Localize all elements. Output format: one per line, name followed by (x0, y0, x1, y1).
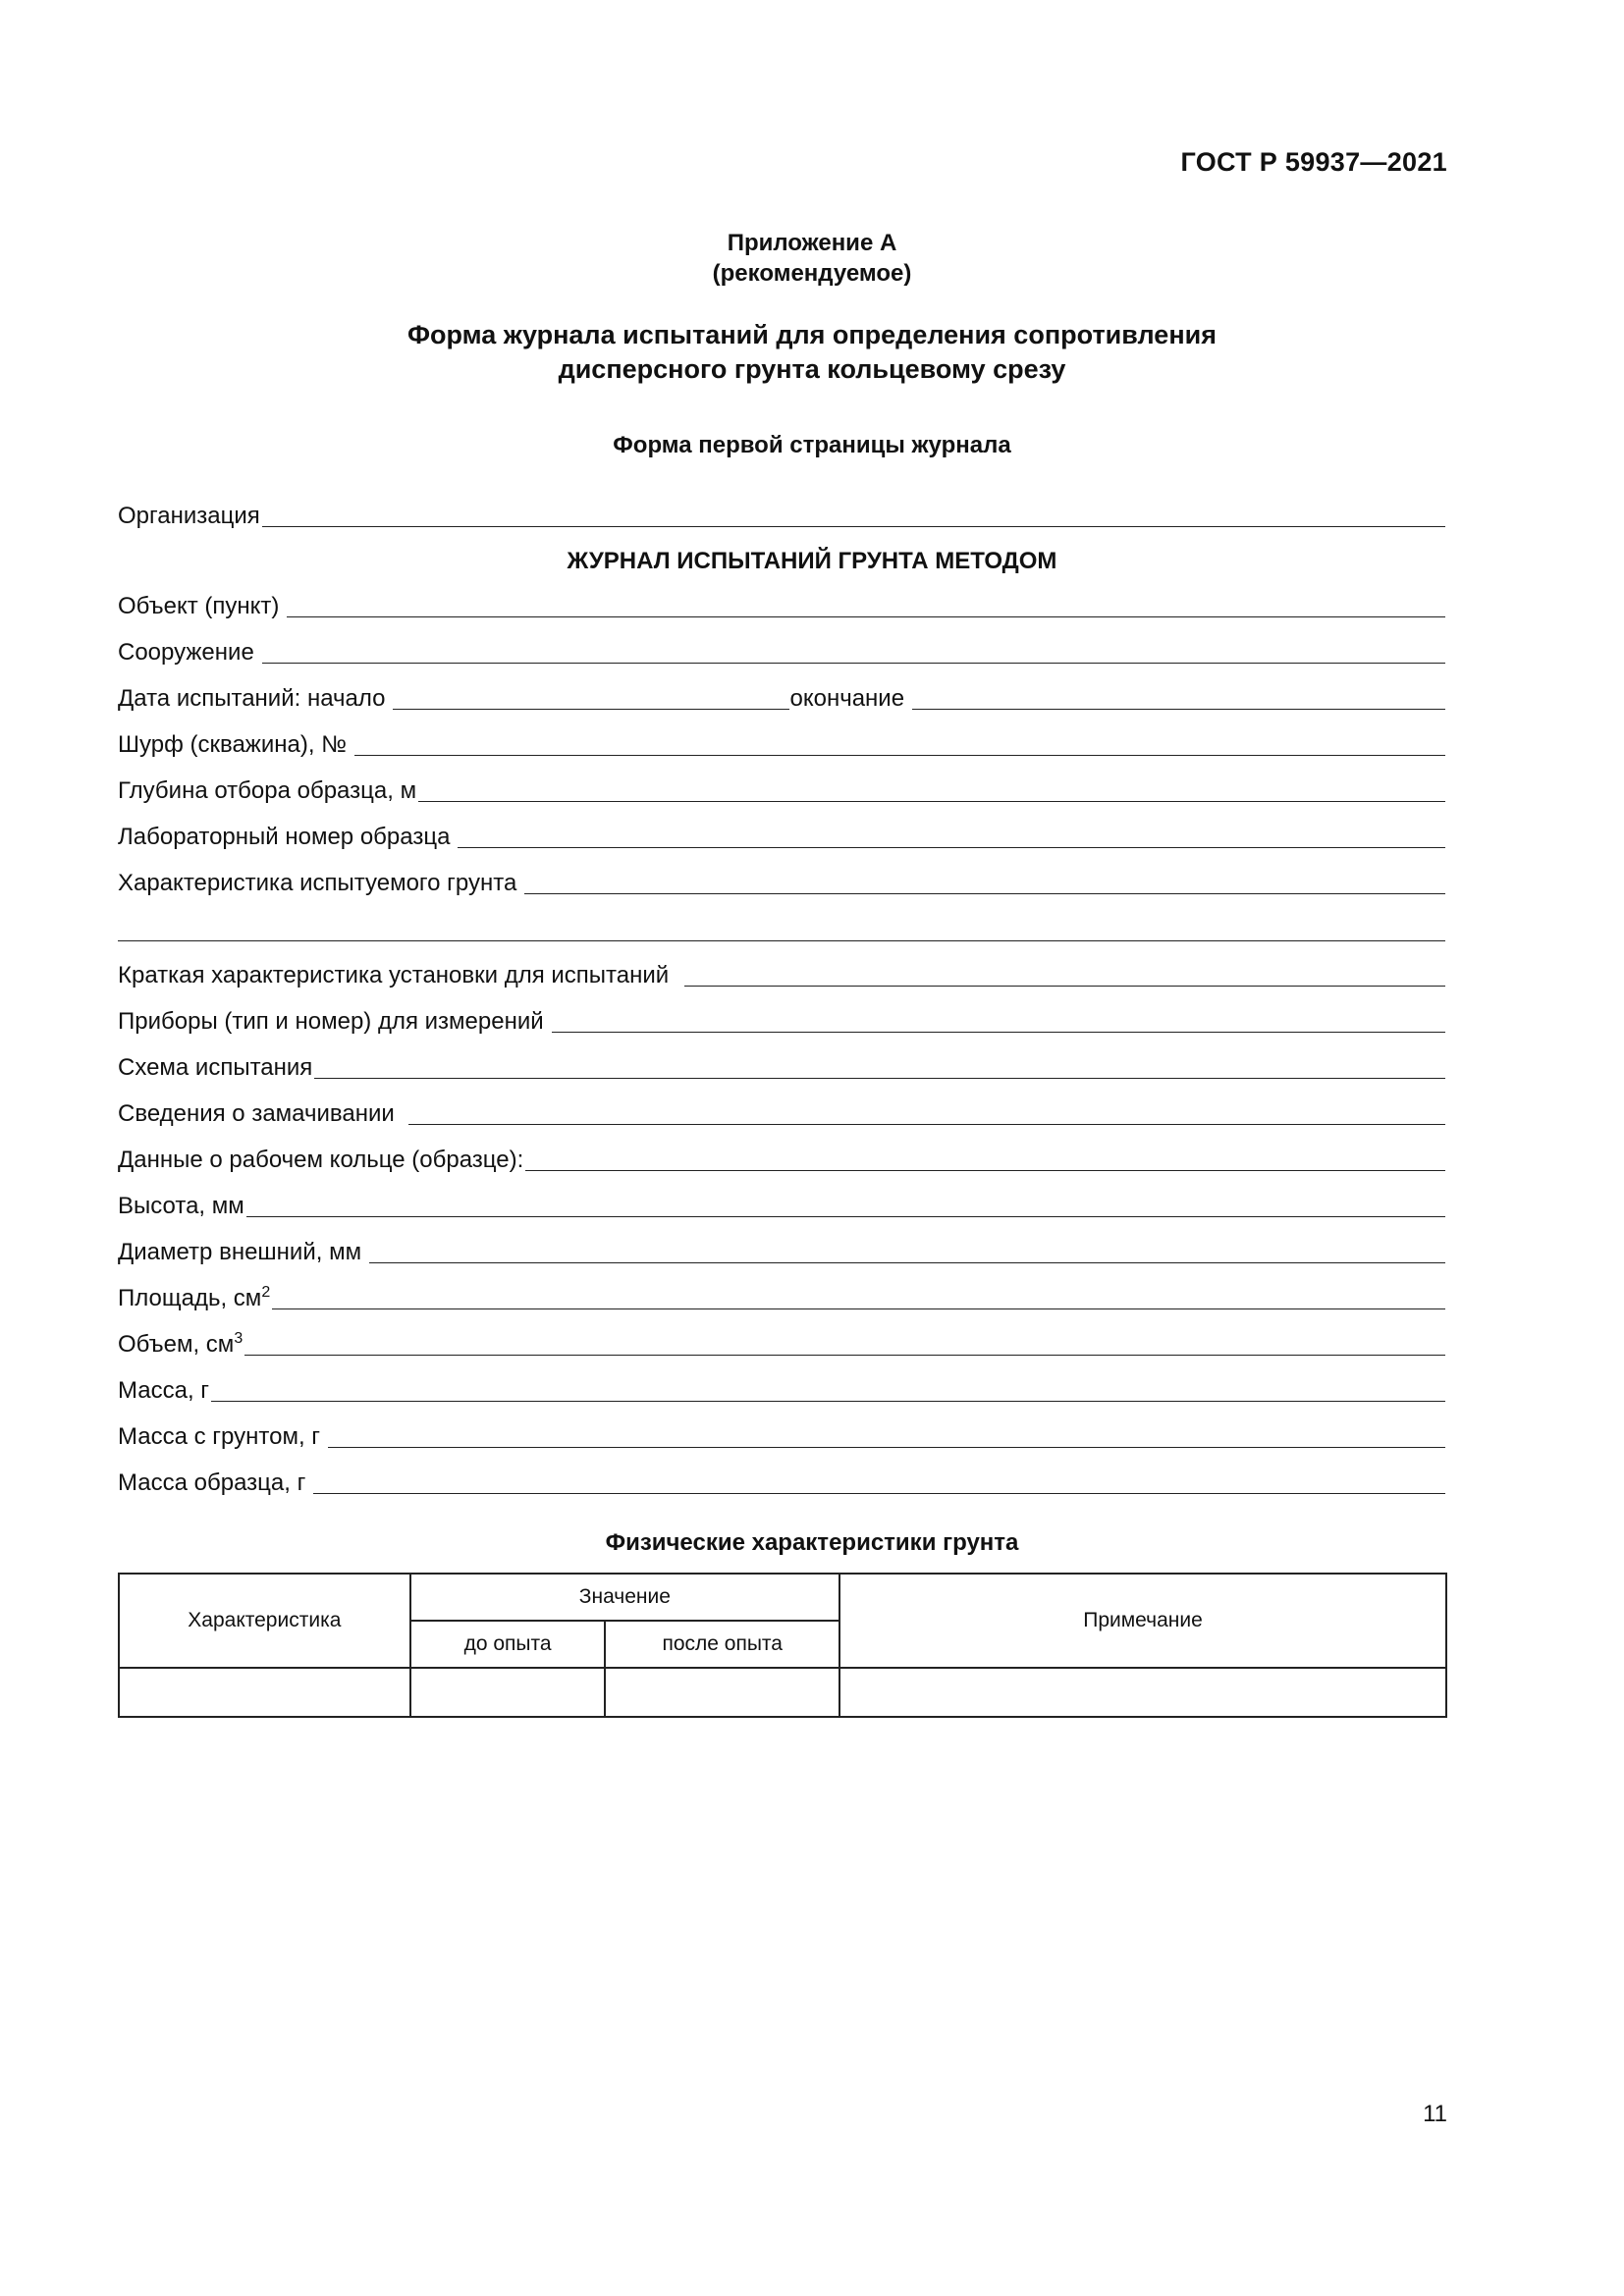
diameter-input-line[interactable] (369, 1262, 1445, 1263)
test-date-start-input-line[interactable] (393, 709, 789, 710)
field-lab-number (118, 820, 1445, 851)
header-value: Значение (410, 1574, 839, 1621)
form-title-line-1: Форма журнала испытаний для определения сопротивления (407, 320, 1217, 349)
height-input-line[interactable] (246, 1216, 1445, 1217)
journal-title: ЖУРНАЛ ИСПЫТАНИЙ ГРУНТА МЕТОДОМ (567, 548, 1057, 574)
diameter-label: Диаметр внешний, мм (118, 1239, 362, 1265)
test-date-end-input-line[interactable] (912, 709, 1445, 710)
organization-label: Организация (118, 503, 260, 529)
instruments-label: Приборы (тип и номер) для измерений (118, 1008, 544, 1035)
soil-characteristic-continuation-line[interactable] (118, 940, 1445, 941)
structure-label: Сооружение (118, 639, 254, 666)
field-object (118, 589, 1445, 620)
field-mass (118, 1373, 1445, 1405)
header-after-test: после опыта (605, 1621, 839, 1668)
field-volume (118, 1327, 1445, 1359)
field-depth (118, 774, 1445, 805)
object-input-line[interactable] (287, 616, 1445, 617)
lab-number-label: Лабораторный номер образца (118, 824, 451, 850)
mass-label: Масса, г (118, 1377, 210, 1404)
volume-input-line[interactable] (244, 1355, 1445, 1356)
area-input-line[interactable] (272, 1308, 1445, 1309)
soil-characteristic-label: Характеристика испытуемого грунта (118, 870, 517, 896)
depth-input-line[interactable] (418, 801, 1445, 802)
field-pit (118, 727, 1445, 759)
organization-input-line[interactable] (262, 526, 1445, 527)
field-structure (118, 635, 1445, 667)
appendix-title: Приложение А (727, 230, 897, 256)
volume-unit-superscript: 3 (234, 1330, 244, 1347)
height-label: Высота, мм (118, 1193, 244, 1219)
area-unit-superscript: 2 (261, 1284, 271, 1301)
header-before-test: до опыта (410, 1621, 606, 1668)
pit-input-line[interactable] (354, 755, 1445, 756)
soaking-label: Сведения о замачивании (118, 1100, 395, 1127)
mass-with-soil-input-line[interactable] (328, 1447, 1445, 1448)
structure-input-line[interactable] (262, 663, 1445, 664)
pit-label: Шурф (скважина), № (118, 731, 347, 758)
form-title (0, 318, 1624, 387)
cell-note[interactable] (839, 1668, 1446, 1717)
field-mass-with-soil (118, 1419, 1445, 1451)
field-height (118, 1189, 1445, 1220)
mass-with-soil-label: Масса с грунтом, г (118, 1423, 321, 1450)
field-setup-characteristic (118, 958, 1445, 989)
document-number: ГОСТ Р 59937—2021 (1180, 147, 1447, 177)
test-date-start-label: Дата испытаний: начало (118, 685, 386, 712)
soaking-input-line[interactable] (408, 1124, 1445, 1125)
cell-before-test[interactable] (410, 1668, 606, 1717)
setup-characteristic-label: Краткая характеристика установки для испытаний (118, 962, 670, 988)
field-ring-data (118, 1143, 1445, 1174)
field-test-scheme (118, 1050, 1445, 1082)
appendix-heading (0, 228, 1624, 289)
test-date-end-label: окончание (789, 685, 905, 712)
sample-mass-input-line[interactable] (313, 1493, 1445, 1494)
depth-label: Глубина отбора образца, м (118, 777, 417, 804)
physical-characteristics-title: Физические характеристики грунта (605, 1529, 1019, 1556)
object-label: Объект (пункт) (118, 593, 280, 619)
field-diameter (118, 1235, 1445, 1266)
form-subtitle: Форма первой страницы журнала (613, 432, 1011, 458)
mass-input-line[interactable] (211, 1401, 1445, 1402)
field-test-dates (118, 681, 1445, 713)
cell-characteristic[interactable] (119, 1668, 410, 1717)
instruments-input-line[interactable] (552, 1032, 1445, 1033)
physical-characteristics-table (118, 1573, 1447, 1718)
test-scheme-label: Схема испытания (118, 1054, 313, 1081)
field-area (118, 1281, 1445, 1312)
field-soaking (118, 1096, 1445, 1128)
lab-number-input-line[interactable] (458, 847, 1445, 848)
test-scheme-input-line[interactable] (314, 1078, 1445, 1079)
ring-data-label: Данные о рабочем кольце (образце): (118, 1147, 524, 1173)
form-title-line-2: дисперсного грунта кольцевому срезу (558, 354, 1066, 384)
field-instruments (118, 1004, 1445, 1036)
soil-characteristic-input-line[interactable] (524, 893, 1445, 894)
header-note: Примечание (839, 1574, 1446, 1668)
table-row (119, 1668, 1446, 1717)
sample-mass-label: Масса образца, г (118, 1469, 306, 1496)
volume-label: Объем, $см^3$ (118, 1330, 244, 1358)
cell-after-test[interactable] (605, 1668, 839, 1717)
appendix-status: (рекомендуемое) (712, 260, 912, 287)
setup-characteristic-input-line[interactable] (684, 986, 1445, 987)
area-label: Площадь, $см^2$ (118, 1284, 271, 1311)
ring-data-input-line[interactable] (525, 1170, 1445, 1171)
field-sample-mass (118, 1466, 1445, 1497)
field-organization (118, 499, 1445, 530)
header-characteristic: Характеристика (119, 1574, 410, 1668)
page-number: 11 (1423, 2101, 1447, 2127)
field-soil-characteristic (118, 866, 1445, 897)
